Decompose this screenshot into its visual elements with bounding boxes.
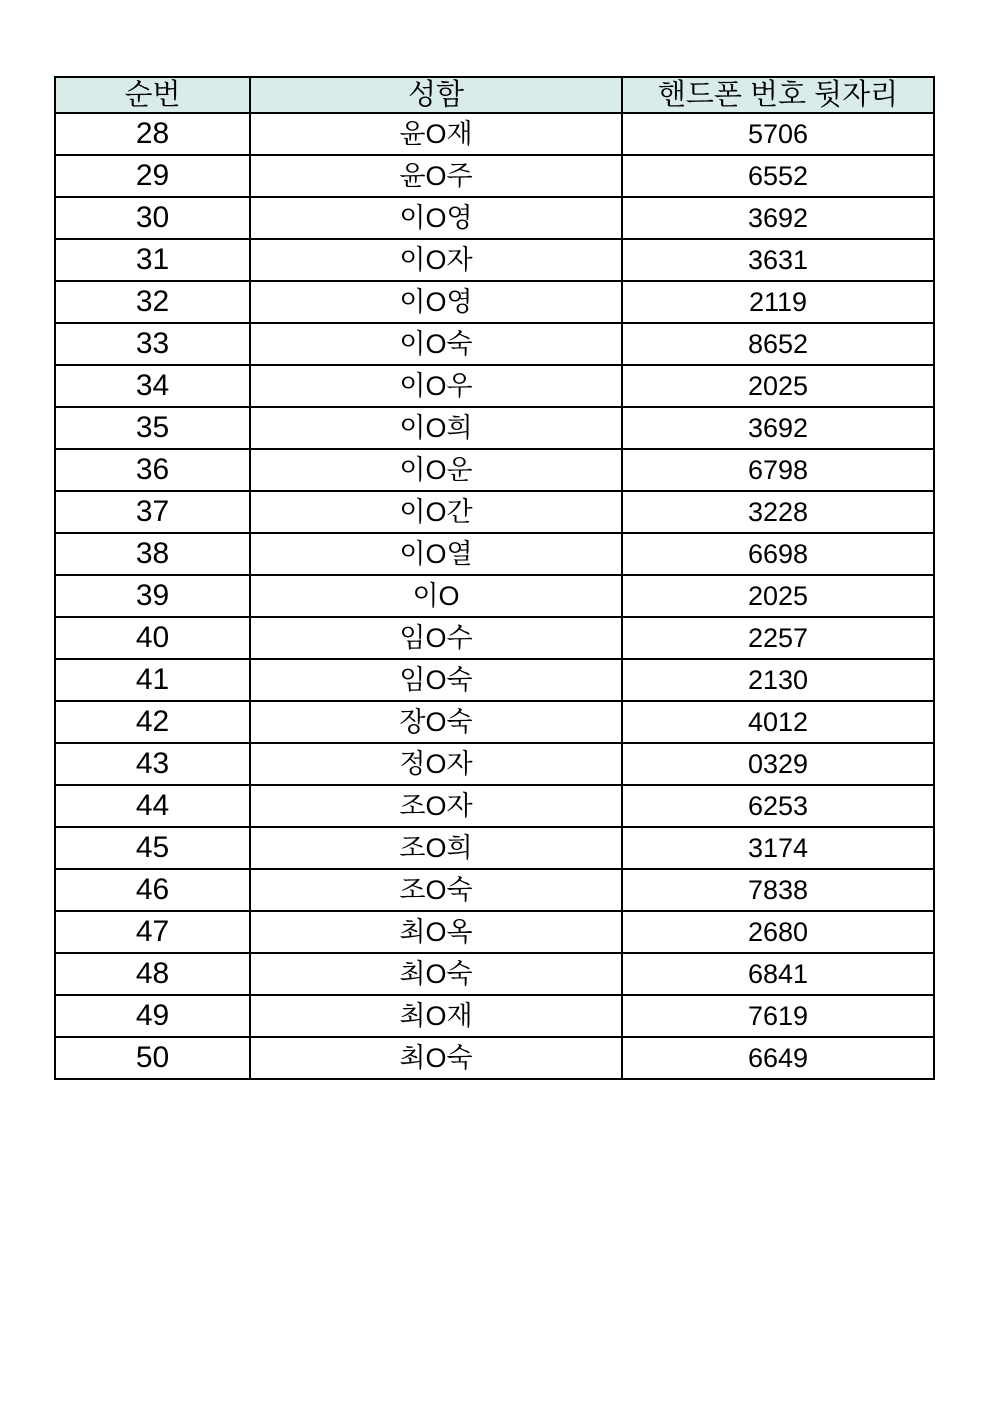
cell-no: 39 <box>55 575 250 617</box>
cell-name: 최O숙 <box>250 953 622 995</box>
phone-list-table <box>54 76 935 1080</box>
table-row <box>55 1037 934 1079</box>
table-row <box>55 869 934 911</box>
cell-no: 47 <box>55 911 250 953</box>
cell-phone: 6649 <box>622 1037 934 1079</box>
cell-name: 이O숙 <box>250 323 622 365</box>
table-row <box>55 827 934 869</box>
table-row <box>55 239 934 281</box>
cell-name: 조O숙 <box>250 869 622 911</box>
cell-phone: 7838 <box>622 869 934 911</box>
cell-phone: 8652 <box>622 323 934 365</box>
cell-no: 42 <box>55 701 250 743</box>
table-row <box>55 953 934 995</box>
cell-no: 46 <box>55 869 250 911</box>
table-row <box>55 659 934 701</box>
table-row <box>55 323 934 365</box>
cell-name: 조O자 <box>250 785 622 827</box>
cell-phone: 2025 <box>622 365 934 407</box>
table-row <box>55 197 934 239</box>
header-row <box>55 77 934 113</box>
cell-name: 이O운 <box>250 449 622 491</box>
cell-phone: 6253 <box>622 785 934 827</box>
table-row <box>55 617 934 659</box>
cell-name: 이O영 <box>250 281 622 323</box>
cell-phone: 4012 <box>622 701 934 743</box>
cell-phone: 6698 <box>622 533 934 575</box>
cell-name: 이O <box>250 575 622 617</box>
header-no: 순번 <box>55 77 250 113</box>
cell-no: 38 <box>55 533 250 575</box>
table-row <box>55 155 934 197</box>
cell-name: 이O영 <box>250 197 622 239</box>
cell-name: 이O간 <box>250 491 622 533</box>
cell-name: 윤O주 <box>250 155 622 197</box>
cell-no: 35 <box>55 407 250 449</box>
cell-name: 이O우 <box>250 365 622 407</box>
cell-no: 49 <box>55 995 250 1037</box>
table-row <box>55 575 934 617</box>
cell-name: 최O숙 <box>250 1037 622 1079</box>
cell-no: 41 <box>55 659 250 701</box>
cell-no: 32 <box>55 281 250 323</box>
table-row <box>55 785 934 827</box>
cell-name: 이O자 <box>250 239 622 281</box>
cell-phone: 5706 <box>622 113 934 155</box>
cell-no: 44 <box>55 785 250 827</box>
cell-name: 최O재 <box>250 995 622 1037</box>
cell-no: 34 <box>55 365 250 407</box>
cell-phone: 7619 <box>622 995 934 1037</box>
table-row <box>55 533 934 575</box>
cell-phone: 3631 <box>622 239 934 281</box>
cell-no: 37 <box>55 491 250 533</box>
table-row <box>55 407 934 449</box>
table-row <box>55 365 934 407</box>
table-row <box>55 995 934 1037</box>
cell-no: 33 <box>55 323 250 365</box>
cell-no: 45 <box>55 827 250 869</box>
header-phone: 핸드폰 번호 뒷자리 <box>622 77 934 113</box>
cell-phone: 3174 <box>622 827 934 869</box>
cell-no: 29 <box>55 155 250 197</box>
cell-phone: 2257 <box>622 617 934 659</box>
cell-phone: 0329 <box>622 743 934 785</box>
cell-name: 윤O재 <box>250 113 622 155</box>
cell-phone: 3692 <box>622 197 934 239</box>
cell-phone: 2025 <box>622 575 934 617</box>
cell-no: 30 <box>55 197 250 239</box>
cell-name: 정O자 <box>250 743 622 785</box>
table-row <box>55 911 934 953</box>
cell-phone: 6841 <box>622 953 934 995</box>
cell-no: 50 <box>55 1037 250 1079</box>
table-row <box>55 701 934 743</box>
table-row <box>55 281 934 323</box>
cell-no: 31 <box>55 239 250 281</box>
cell-name: 임O숙 <box>250 659 622 701</box>
cell-name: 장O숙 <box>250 701 622 743</box>
cell-name: 임O수 <box>250 617 622 659</box>
cell-name: 최O옥 <box>250 911 622 953</box>
cell-name: 이O희 <box>250 407 622 449</box>
cell-name: 이O열 <box>250 533 622 575</box>
cell-phone: 2680 <box>622 911 934 953</box>
table-row <box>55 449 934 491</box>
cell-phone: 6798 <box>622 449 934 491</box>
cell-phone: 2130 <box>622 659 934 701</box>
cell-no: 28 <box>55 113 250 155</box>
cell-name: 조O희 <box>250 827 622 869</box>
cell-no: 48 <box>55 953 250 995</box>
table-row <box>55 743 934 785</box>
cell-phone: 2119 <box>622 281 934 323</box>
cell-no: 40 <box>55 617 250 659</box>
cell-phone: 6552 <box>622 155 934 197</box>
cell-no: 43 <box>55 743 250 785</box>
cell-no: 36 <box>55 449 250 491</box>
table-row <box>55 491 934 533</box>
cell-phone: 3692 <box>622 407 934 449</box>
table-row <box>55 113 934 155</box>
header-name: 성함 <box>250 77 622 113</box>
table-body <box>55 113 934 1079</box>
cell-phone: 3228 <box>622 491 934 533</box>
